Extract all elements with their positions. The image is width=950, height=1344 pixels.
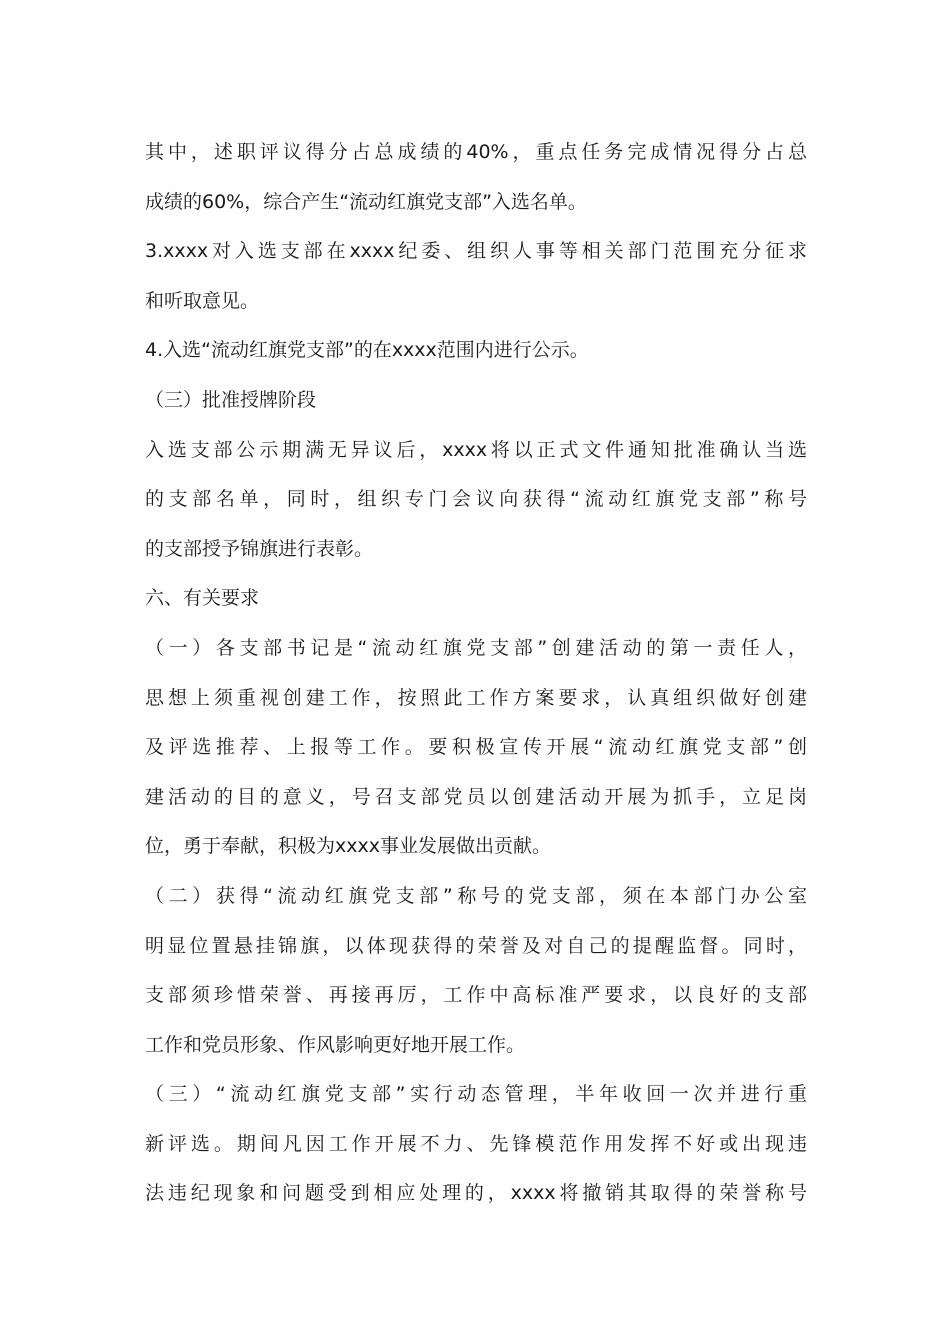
text-line: 4.入选“流动红旗党支部”的在xxxx范围内进行公示。 bbox=[145, 339, 589, 362]
text-line: 和听取意见。 bbox=[145, 289, 260, 312]
text-line: 的支部名单，同时，组织专门会议向获得“流动红旗党支部”称号 bbox=[145, 488, 807, 511]
text-line: 思想上须重视创建工作，按照此工作方案要求，认真组织做好创建 bbox=[145, 686, 807, 709]
text-line: （二）获得“流动红旗党支部”称号的党支部，须在本部门办公室 bbox=[145, 884, 807, 907]
text-line: 建活动的目的意义，号召支部党员以创建活动开展为抓手，立足岗 bbox=[145, 785, 807, 808]
text-line: 法违纪现象和问题受到相应处理的，xxxx将撤销其取得的荣誉称号 bbox=[145, 1182, 807, 1205]
text-line: （三）“流动红旗党支部”实行动态管理，半年收回一次并进行重 bbox=[145, 1083, 807, 1106]
text-line: 新评选。期间凡因工作开展不力、先锋模范作用发挥不好或出现违 bbox=[145, 1132, 807, 1155]
text-line: 成绩的60%，综合产生“流动红旗党支部”入选名单。 bbox=[145, 190, 587, 213]
text-line: 六、有关要求 bbox=[145, 587, 260, 610]
text-line: 明显位置悬挂锦旗，以体现获得的荣誉及对自己的提醒监督。同时， bbox=[145, 934, 807, 957]
text-line: 其中，述职评议得分占总成绩的40%，重点任务完成情况得分占总 bbox=[145, 141, 807, 163]
text-line: （三）批准授牌阶段 bbox=[145, 388, 317, 411]
text-line: 3.xxxx对入选支部在xxxx纪委、组织人事等相关部门范围充分征求 bbox=[145, 240, 807, 263]
text-line: 支部须珍惜荣誉、再接再厉，工作中高标准严要求，以良好的支部 bbox=[145, 984, 807, 1007]
text-line: 位，勇于奉献，积极为xxxx事业发展做出贡献。 bbox=[145, 835, 551, 858]
text-line: 的支部授予锦旗进行表彰。 bbox=[145, 537, 374, 560]
text-line: 工作和党员形象、作风影响更好地开展工作。 bbox=[145, 1033, 526, 1056]
text-line: 及评选推荐、上报等工作。要积极宣传开展“流动红旗党支部”创 bbox=[145, 736, 807, 759]
document-body bbox=[145, 128, 807, 1219]
text-line: （一）各支部书记是“流动红旗党支部”创建活动的第一责任人， bbox=[145, 636, 807, 659]
text-line: 入选支部公示期满无异议后，xxxx将以正式文件通知批准确认当选 bbox=[145, 438, 807, 461]
